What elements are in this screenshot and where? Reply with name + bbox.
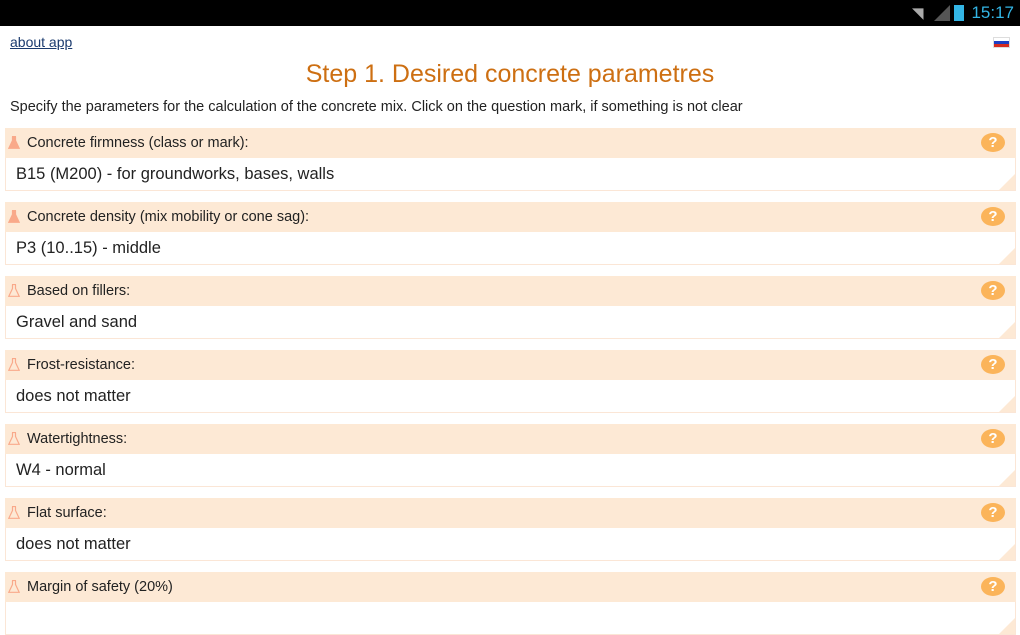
flask-icon [8,210,20,223]
parameter-header [5,202,1016,232]
parameter-group [5,572,1016,635]
wifi-icon: ◥ [912,5,924,22]
parameter-value: does not matter [16,387,131,405]
russian-flag-language-button[interactable] [993,37,1010,48]
help-question-icon[interactable]: ? [981,133,1005,152]
parameter-group [5,276,1016,339]
parameter-label: Watertightness: [27,431,128,447]
parameter-select[interactable] [5,158,1016,191]
parameter-value: B15 (M200) - for groundworks, bases, walls [16,165,335,183]
parameter-header [5,276,1016,306]
parameter-label: Based on fillers: [27,283,131,299]
help-question-icon[interactable]: ? [981,577,1005,596]
parameter-group [5,350,1016,413]
help-question-icon[interactable]: ? [981,429,1005,448]
dropdown-corner-icon [999,470,1015,486]
parameter-value: does not matter [16,535,131,553]
parameter-select[interactable] [5,232,1016,265]
parameter-label: Concrete density (mix mobility or cone sag): [27,209,310,225]
flask-icon [8,506,20,519]
parameter-header [5,572,1016,602]
dropdown-corner-icon [999,322,1015,338]
parameter-header [5,424,1016,454]
parameter-value: P3 (10..15) - middle [16,239,161,257]
flask-icon [8,432,20,445]
page-description: Specify the parameters for the calculation of the concrete mix. Click on the question mark, if something is not clear [10,99,743,115]
parameter-select[interactable] [5,602,1016,635]
parameter-value: Gravel and sand [16,313,138,331]
parameter-label: Concrete firmness (class or mark): [27,135,249,151]
battery-icon [954,5,964,21]
dropdown-corner-icon [999,248,1015,264]
dropdown-corner-icon [999,544,1015,560]
flask-icon [8,358,20,371]
flask-icon [8,284,20,297]
page-title: Step 1. Desired concrete parametres [305,60,715,88]
parameter-label: Margin of safety (20%) [27,579,173,595]
dropdown-corner-icon [999,618,1015,634]
parameter-header [5,498,1016,528]
status-bar [0,0,1020,26]
about-app-link[interactable]: about app [10,34,73,50]
parameter-value: W4 - normal [16,461,106,479]
help-question-icon[interactable]: ? [981,207,1005,226]
parameter-group [5,128,1016,191]
parameter-group [5,498,1016,561]
dropdown-corner-icon [999,396,1015,412]
signal-icon [934,5,950,21]
parameter-select[interactable] [5,528,1016,561]
help-question-icon[interactable]: ? [981,355,1005,374]
clock: 15:17 [971,3,1014,22]
parameter-header [5,350,1016,380]
dropdown-corner-icon [999,174,1015,190]
parameter-group [5,424,1016,487]
parameter-select[interactable] [5,454,1016,487]
help-question-icon[interactable]: ? [981,503,1005,522]
parameter-select[interactable] [5,380,1016,413]
parameter-label: Frost-resistance: [27,357,135,373]
help-question-icon[interactable]: ? [981,281,1005,300]
parameter-label: Flat surface: [27,505,107,521]
parameter-header [5,128,1016,158]
parameter-group [5,202,1016,265]
parameter-select[interactable] [5,306,1016,339]
flask-icon [8,136,20,149]
